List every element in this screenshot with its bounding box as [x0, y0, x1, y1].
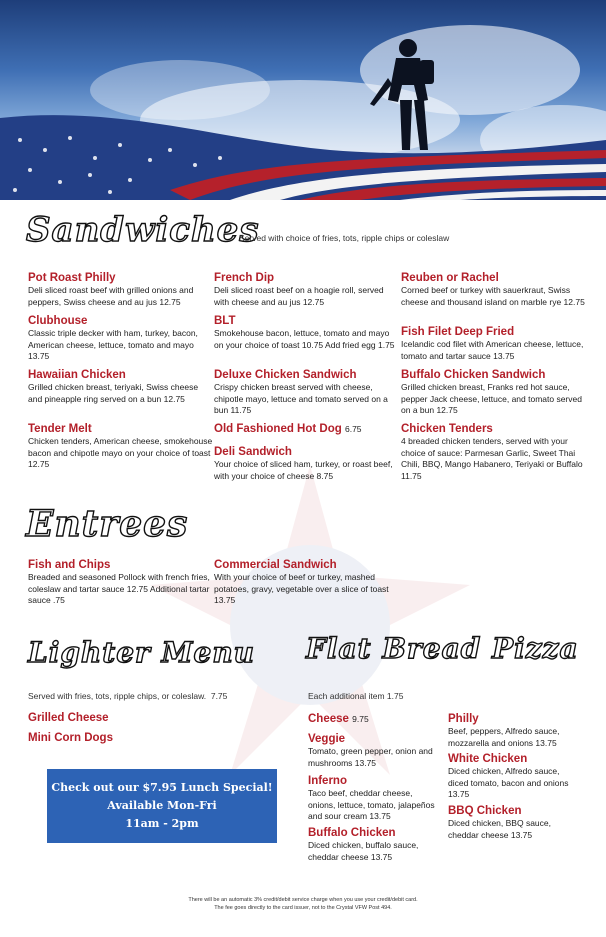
lighter-note-text: Served with fries, tots, ripple chips, or coleslaw. [28, 691, 207, 701]
item-description: Grilled chicken breast, teriyaki, Swiss cheese and pineapple ring served on a bun 12.75 [28, 382, 199, 404]
item-name: Buffalo Chicken Sandwich [401, 369, 546, 381]
item-description: Breaded and seasoned Pollock with french fries, coleslaw and tartar sauce 12.75 Additional tartar sauce .75 [28, 572, 210, 605]
menu-item [308, 775, 438, 823]
item-name: Philly [448, 713, 479, 725]
item-description: Diced chicken, BBQ sauce, cheddar cheese 13.75 [448, 818, 551, 840]
item-description: Icelandic cod filet with American cheese, lettuce, tomato and tartar sauce 13.75 [401, 339, 584, 361]
menu-item [308, 733, 438, 769]
sandwiches-note: Served with choice of fries, tots, ripple chips or coleslaw [239, 233, 450, 243]
footer-note-line-2: The fee goes directly to the card issuer, not to the Crystal VFW Post 494. [214, 905, 392, 911]
item-description: Tomato, green pepper, onion and mushrooms 13.75 [308, 746, 433, 768]
menu-item [28, 315, 213, 363]
lunch-special-line-1: Check out our $7.95 Lunch Special! [51, 781, 273, 794]
item-price: 9.75 [352, 714, 369, 724]
menu-item [28, 423, 213, 471]
menu-item [401, 369, 586, 417]
item-description: Smokehouse bacon, lettuce, tomato and mayo on your choice of toast 10.75 Add fried egg 1.75 [214, 328, 395, 350]
item-description: 4 breaded chicken tenders, served with your choice of sauce: Parmesan Garlic, Sweet Thai Chili, BBQ, Mango Habanero, Teriyaki or Buffalo 11.75 [401, 436, 583, 481]
item-name: Grilled Cheese [28, 712, 109, 724]
menu-item [214, 272, 399, 308]
lighter-menu-note [28, 691, 227, 701]
menu-item [28, 712, 213, 725]
flag-soldier-illustration [0, 0, 606, 200]
item-name-text: Cheese [308, 713, 349, 725]
item-name: Inferno [308, 775, 347, 787]
menu-item [214, 315, 399, 351]
pizza-note: Each additional item 1.75 [308, 691, 404, 701]
entrees-heading: Entrees [26, 503, 189, 545]
item-name: Reuben or Rachel [401, 272, 499, 284]
item-name: Buffalo Chicken [308, 827, 396, 839]
item-name: Tender Melt [28, 423, 92, 435]
item-price: 6.75 [344, 424, 362, 434]
menu-item [448, 805, 578, 841]
hero-banner [0, 0, 606, 200]
item-description: With your choice of beef or turkey, mashed potatoes, gravy, vegetable over a slice of toast 13.75 [214, 572, 389, 605]
lunch-special-line-2: Available Mon-Fri [107, 799, 217, 812]
item-name [214, 423, 399, 435]
item-name: French Dip [214, 272, 275, 284]
item-name: Pot Roast Philly [28, 272, 116, 284]
item-name [308, 713, 438, 725]
footer-note-line-1: There will be an automatic 3% credit/debit service charge when you use your credit/debit card. [188, 897, 418, 903]
menu-item [214, 423, 399, 436]
menu-item [401, 272, 586, 308]
menu-item [308, 713, 438, 726]
item-name: Veggie [308, 733, 346, 745]
item-description: Beef, peppers, Alfredo sauce, mozzarella and onions 13.75 [448, 726, 560, 748]
item-name: BBQ Chicken [448, 805, 522, 817]
menu-item [28, 369, 213, 405]
menu-item [214, 446, 399, 482]
item-description: Deli sliced roast beef with grilled onions and peppers, Swiss cheese and au jus 12.75 [28, 285, 194, 307]
item-description: Corned beef or turkey with sauerkraut, Swiss cheese and thousand island on marble rye 12.75 [401, 285, 585, 307]
lighter-price: 7.75 [210, 691, 228, 701]
item-name: Mini Corn Dogs [28, 732, 113, 744]
menu-item [401, 326, 586, 362]
item-name: Clubhouse [28, 315, 88, 327]
item-name: BLT [214, 315, 236, 327]
item-description: Classic triple decker with ham, turkey, bacon, American cheese, lettuce, tomato and mayo 13.75 [28, 328, 198, 361]
item-description: Deli sliced roast beef on a hoagie roll, served with cheese and au jus 12.75 [214, 285, 384, 307]
lunch-special-line-3: 11am - 2pm [125, 817, 199, 830]
item-name: Commercial Sandwich [214, 559, 337, 571]
menu-item [28, 272, 213, 308]
item-name: Chicken Tenders [401, 423, 493, 435]
item-description: Diced chicken, buffalo sauce, cheddar cheese 13.75 [308, 840, 419, 862]
lunch-special-banner [47, 769, 277, 843]
pizza-heading: Flat Bread Pizza [306, 632, 579, 665]
menu-item [214, 559, 399, 607]
item-name: Hawaiian Chicken [28, 369, 126, 381]
item-name: Deli Sandwich [214, 446, 292, 458]
item-name-text: Old Fashioned Hot Dog [214, 423, 342, 435]
menu-item [308, 827, 438, 863]
menu-item [448, 753, 578, 801]
item-name: White Chicken [448, 753, 528, 765]
menu-item [448, 713, 578, 749]
menu-item [28, 559, 213, 607]
item-name: Deluxe Chicken Sandwich [214, 369, 357, 381]
item-description: Chicken tenders, American cheese, smokehouse bacon and chipotle mayo on your choice of toast 12.75 [28, 436, 213, 469]
menu-item [214, 369, 399, 417]
lighter-menu-heading: Lighter Menu [28, 636, 256, 669]
item-description: Diced chicken, Alfredo sauce, diced tomato, bacon and onions 13.75 [448, 766, 569, 799]
menu-item [28, 732, 213, 745]
sandwiches-heading: Sandwiches [26, 210, 260, 250]
item-name: Fish and Chips [28, 559, 111, 571]
item-name: Fish Filet Deep Fried [401, 326, 515, 338]
item-description: Taco beef, cheddar cheese, onions, lettuce, tomato, jalapeños and sour cream 13.75 [308, 788, 435, 821]
item-description: Grilled chicken breast, Franks red hot sauce, pepper Jack cheese, lettuce, and tomato served on a bun 12.75 [401, 382, 582, 415]
item-description: Crispy chicken breast served with cheese, chipotle mayo, lettuce and tomato served on a bun 11.75 [214, 382, 388, 415]
menu-item [401, 423, 586, 482]
item-description: Your choice of sliced ham, turkey, or roast beef, with your choice of cheese 8.75 [214, 459, 393, 481]
